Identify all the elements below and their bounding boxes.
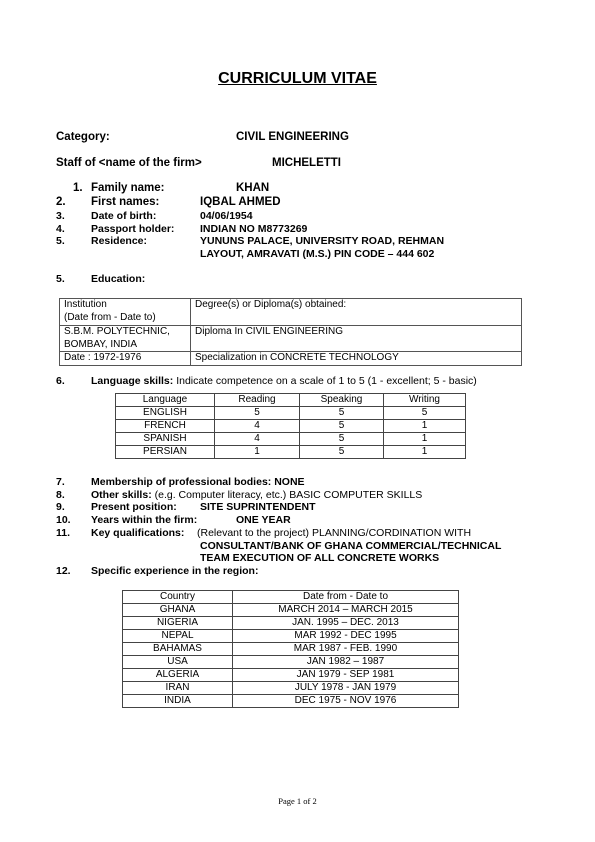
passport-value: INDIAN NO M8773269	[200, 223, 308, 235]
table-cell: 1	[384, 446, 466, 459]
family-name-label: Family name:	[91, 182, 165, 194]
education-table	[59, 298, 522, 366]
membership-value: NONE	[274, 476, 305, 488]
table-row	[123, 682, 459, 695]
study-dates: Date : 1972-1976	[60, 352, 191, 366]
table-cell: 5	[300, 446, 384, 459]
date-range-header: (Date from - Date to)	[64, 311, 156, 323]
table-cell: SPANISH	[116, 433, 215, 446]
institution-name: S.B.M. POLYTECHNIC,	[64, 326, 170, 337]
table-header-cell: Writing	[384, 394, 466, 407]
table-row	[123, 643, 459, 656]
language-heading	[91, 375, 477, 387]
table-cell: 5	[384, 407, 466, 420]
table-row	[123, 669, 459, 682]
specialization-value: Specialization in CONCRETE TECHNOLOGY	[191, 352, 522, 366]
table-cell: NIGERIA	[123, 617, 233, 630]
table-row	[116, 446, 466, 459]
residence-number: 5.	[56, 235, 65, 247]
table-cell: 1	[215, 446, 300, 459]
table-cell	[60, 326, 191, 352]
other-skills-row	[91, 489, 422, 501]
table-cell: 1	[384, 420, 466, 433]
key-qualifications-value-line3: TEAM EXECUTION OF ALL CONCRETE WORKS	[200, 552, 440, 564]
present-position-label: Present position:	[91, 501, 177, 513]
table-cell: 5	[300, 407, 384, 420]
table-header-row	[116, 394, 466, 407]
other-skills-note: (e.g. Computer literacy, etc.)	[154, 489, 287, 501]
language-label: Language skills:	[91, 375, 174, 387]
table-cell: MAR 1987 - FEB. 1990	[233, 643, 459, 656]
table-cell: FRENCH	[116, 420, 215, 433]
item10-number: 10.	[56, 514, 71, 526]
dob-label: Date of birth:	[91, 210, 157, 222]
table-cell: JAN. 1995 – DEC. 2013	[233, 617, 459, 630]
category-value: CIVIL ENGINEERING	[236, 131, 349, 143]
language-table	[115, 393, 466, 459]
table-cell: 5	[300, 420, 384, 433]
table-row	[123, 656, 459, 669]
item7-number: 7.	[56, 476, 65, 488]
passport-label: Passport holder:	[91, 223, 175, 235]
item12-number: 12.	[56, 565, 71, 577]
table-cell: IRAN	[123, 682, 233, 695]
years-label: Years within the firm:	[91, 514, 198, 526]
table-cell: JAN 1982 – 1987	[233, 656, 459, 669]
table-row	[116, 407, 466, 420]
table-row	[123, 630, 459, 643]
table-cell: USA	[123, 656, 233, 669]
institution-location: BOMBAY, INDIA	[64, 338, 137, 350]
table-cell: 5	[300, 433, 384, 446]
table-cell: 4	[215, 420, 300, 433]
table-row	[123, 695, 459, 708]
language-note: Indicate competence on a scale of 1 to 5 (1 - excellent; 5 - basic)	[176, 375, 477, 387]
experience-table	[122, 590, 459, 708]
other-skills-label: Other skills:	[91, 489, 152, 501]
family-name-number: 1.	[73, 182, 83, 194]
table-header-cell	[60, 299, 191, 326]
table-cell: PERSIAN	[116, 446, 215, 459]
institution-header: Institution	[64, 299, 107, 310]
other-skills-value: BASIC COMPUTER SKILLS	[289, 489, 423, 501]
table-cell: 5	[215, 407, 300, 420]
table-cell: JAN 1979 - SEP 1981	[233, 669, 459, 682]
key-qualifications-label: Key qualifications:	[91, 527, 185, 539]
table-cell: 4	[215, 433, 300, 446]
table-header-cell: Language	[116, 394, 215, 407]
present-position-value: SITE SUPRINTENDENT	[200, 501, 316, 513]
staff-label: Staff of <name of the firm>	[56, 157, 202, 169]
table-cell: GHANA	[123, 604, 233, 617]
document-title: CURRICULUM VITAE	[218, 70, 377, 87]
table-row	[123, 604, 459, 617]
table-row	[116, 420, 466, 433]
table-header-cell: Reading	[215, 394, 300, 407]
table-header-cell: Country	[123, 591, 233, 604]
table-cell: ALGERIA	[123, 669, 233, 682]
first-names-value: IQBAL AHMED	[200, 196, 281, 208]
years-value: ONE YEAR	[236, 514, 291, 526]
item11-number: 11.	[56, 527, 71, 539]
table-row	[116, 433, 466, 446]
table-cell: NEPAL	[123, 630, 233, 643]
first-names-number: 2.	[56, 196, 66, 208]
table-cell: 1	[384, 433, 466, 446]
table-cell: BAHAMAS	[123, 643, 233, 656]
table-cell: ENGLISH	[116, 407, 215, 420]
degree-value: Diploma In CIVIL ENGINEERING	[191, 326, 522, 352]
education-number: 5.	[56, 273, 65, 285]
staff-value: MICHELETTI	[272, 157, 341, 169]
item9-number: 9.	[56, 501, 65, 513]
category-label: Category:	[56, 131, 110, 143]
table-cell: INDIA	[123, 695, 233, 708]
language-number: 6.	[56, 375, 65, 387]
dob-number: 3.	[56, 210, 65, 222]
passport-number: 4.	[56, 223, 65, 235]
table-header-row	[123, 591, 459, 604]
table-cell: MAR 1992 - DEC 1995	[233, 630, 459, 643]
membership-row	[91, 476, 305, 488]
education-label: Education:	[91, 273, 146, 285]
page-number: Page 1 of 2	[278, 796, 317, 806]
item8-number: 8.	[56, 489, 65, 501]
table-row	[60, 326, 522, 352]
table-header-cell: Date from - Date to	[233, 591, 459, 604]
key-qualifications-value-line2: CONSULTANT/BANK OF GHANA COMMERCIAL/TECHNICAL	[200, 540, 502, 552]
experience-label: Specific experience in the region:	[91, 565, 259, 577]
table-row	[60, 299, 522, 326]
table-cell: JULY 1978 - JAN 1979	[233, 682, 459, 695]
residence-label: Residence:	[91, 235, 148, 247]
first-names-label: First names:	[91, 196, 160, 208]
table-row	[123, 617, 459, 630]
residence-value-line1: YUNUNS PALACE, UNIVERSITY ROAD, REHMAN	[200, 235, 445, 247]
table-cell: DEC 1975 - NOV 1976	[233, 695, 459, 708]
dob-value: 04/06/1954	[200, 210, 253, 222]
key-qualifications-value-line1: (Relevant to the project) PLANNING/CORDINATION WITH	[197, 527, 472, 539]
degree-header: Degree(s) or Diploma(s) obtained:	[191, 299, 522, 326]
membership-label: Membership of professional bodies:	[91, 476, 272, 488]
table-cell: MARCH 2014 – MARCH 2015	[233, 604, 459, 617]
table-header-cell: Speaking	[300, 394, 384, 407]
family-name-value: KHAN	[236, 182, 270, 194]
table-row	[60, 352, 522, 366]
residence-value-line2: LAYOUT, AMRAVATI (M.S.) PIN CODE – 444 602	[200, 248, 435, 260]
